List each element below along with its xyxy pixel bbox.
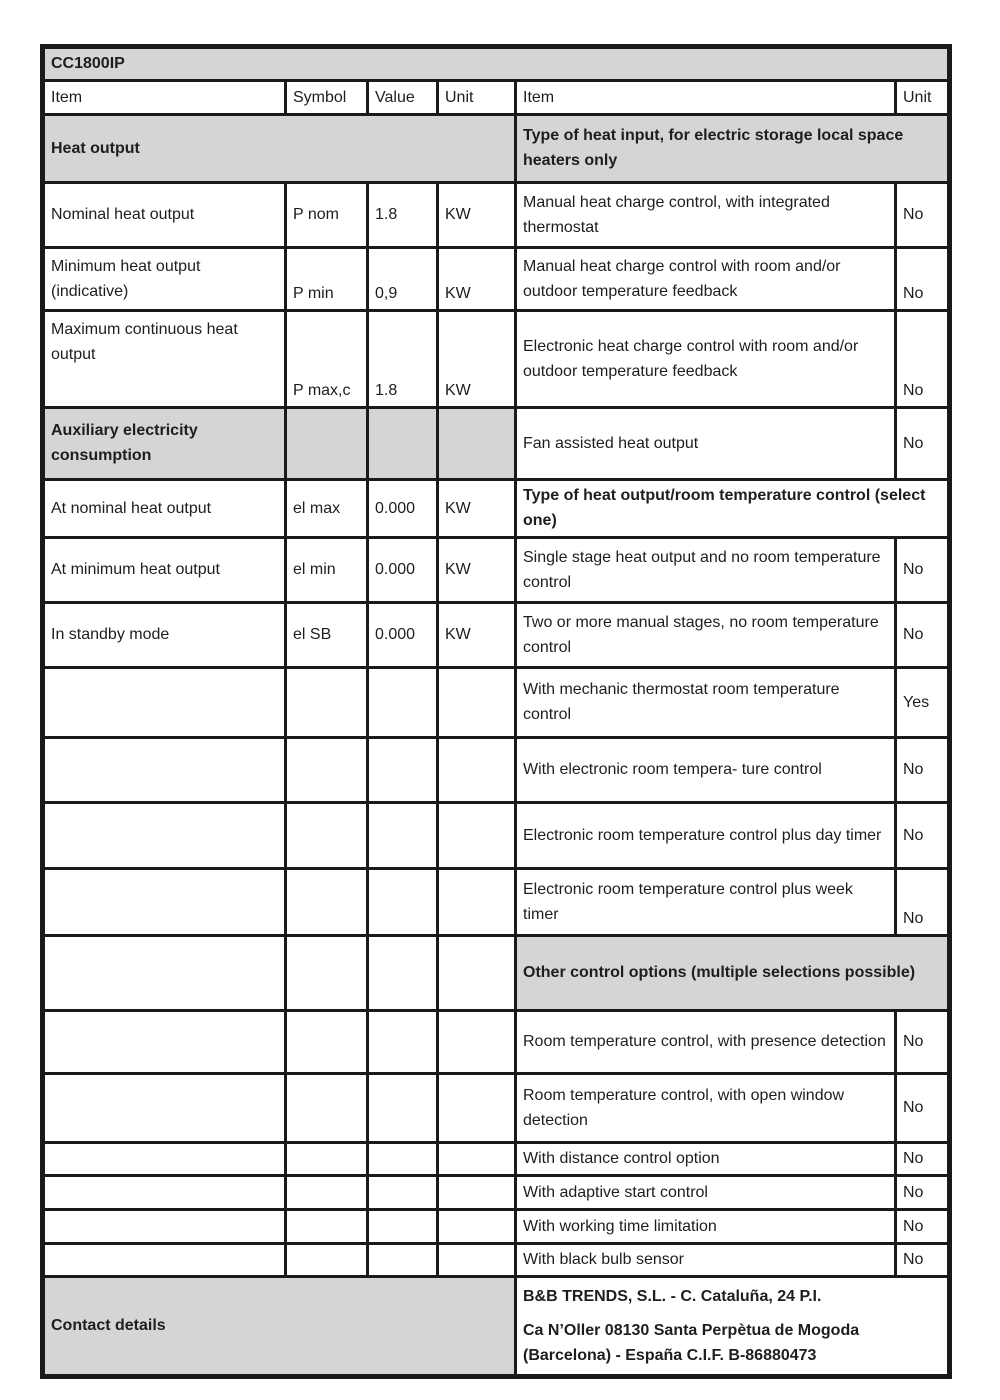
table-cell (286, 1244, 368, 1277)
table-cell (286, 738, 368, 803)
table-cell: KW (438, 311, 516, 408)
table-cell (368, 803, 438, 869)
table-cell: No (896, 538, 950, 603)
table-cell: KW (438, 603, 516, 668)
table-cell (286, 936, 368, 1011)
table-cell: Single stage heat output and no room temperature control (516, 538, 896, 603)
column-header-cell: Unit (896, 81, 950, 115)
table-cell: Electronic room temperature control plus day timer (516, 803, 896, 869)
section-cell (438, 408, 516, 480)
table-cell (43, 936, 286, 1011)
table-cell: 0.000 (368, 480, 438, 538)
table-cell: Maximum continuous heat output (43, 311, 286, 408)
table-cell (43, 1011, 286, 1074)
table-cell (286, 1176, 368, 1210)
table-cell: KW (438, 480, 516, 538)
table-row (43, 538, 950, 603)
table-cell (43, 1176, 286, 1210)
table-cell (438, 1011, 516, 1074)
table-cell (438, 1143, 516, 1176)
table-cell (43, 668, 286, 738)
table-cell (43, 1143, 286, 1176)
table-cell: Room temperature control, with presence detection (516, 1011, 896, 1074)
table-cell: At nominal heat output (43, 480, 286, 538)
table-cell (438, 1074, 516, 1143)
table-cell (438, 1176, 516, 1210)
section-cell: Type of heat input, for electric storage local space heaters only (516, 115, 950, 183)
table-row (43, 1143, 950, 1176)
table-cell: In standby mode (43, 603, 286, 668)
table-cell (43, 1244, 286, 1277)
table-row (43, 869, 950, 936)
table-cell: el SB (286, 603, 368, 668)
table-row (43, 311, 950, 408)
column-header-cell: Symbol (286, 81, 368, 115)
table-row (43, 115, 950, 183)
table-cell: With adaptive start control (516, 1176, 896, 1210)
table-row (43, 47, 950, 81)
table-cell (368, 1074, 438, 1143)
subheader-cell: Type of heat output/room temperature control (select one) (516, 480, 950, 538)
section-cell (368, 408, 438, 480)
table-cell: P nom (286, 183, 368, 248)
table-row (43, 480, 950, 538)
table-cell: P max,c (286, 311, 368, 408)
table-cell: KW (438, 183, 516, 248)
table-cell: With working time limitation (516, 1210, 896, 1244)
contact-info-cell (516, 1277, 950, 1377)
table-row (43, 408, 950, 480)
table-row (43, 81, 950, 115)
table-cell: No (896, 1176, 950, 1210)
table-cell (368, 668, 438, 738)
table-cell (438, 738, 516, 803)
table-cell (43, 1074, 286, 1143)
product-datasheet-table (40, 44, 952, 1379)
table-cell: No (896, 603, 950, 668)
table-cell: With black bulb sensor (516, 1244, 896, 1277)
table-cell: With distance control option (516, 1143, 896, 1176)
table-cell: Yes (896, 668, 950, 738)
table-cell: No (896, 311, 950, 408)
table-cell (438, 1210, 516, 1244)
table-cell: No (896, 869, 950, 936)
column-header-cell: Value (368, 81, 438, 115)
table-cell: el min (286, 538, 368, 603)
table-cell (43, 1210, 286, 1244)
table-row (43, 1244, 950, 1277)
column-header-cell: Item (43, 81, 286, 115)
table-cell: 0.000 (368, 603, 438, 668)
table-cell: With electronic room tempera- ture control (516, 738, 896, 803)
table-row (43, 1210, 950, 1244)
table-cell: 1.8 (368, 183, 438, 248)
column-header-cell: Item (516, 81, 896, 115)
table-cell (43, 869, 286, 936)
table-cell: KW (438, 248, 516, 311)
table-cell: At minimum heat output (43, 538, 286, 603)
table-row (43, 1011, 950, 1074)
table-row (43, 803, 950, 869)
table-cell: No (896, 408, 950, 480)
table-cell: No (896, 1074, 950, 1143)
table-cell: Electronic room temperature control plus week timer (516, 869, 896, 936)
table-row (43, 936, 950, 1011)
contact-line: B&B TRENDS, S.L. - C. Cataluña, 24 P.I. (523, 1287, 822, 1305)
table-cell (286, 803, 368, 869)
section-cell: Contact details (43, 1277, 516, 1377)
table-cell: KW (438, 538, 516, 603)
table-cell (368, 1011, 438, 1074)
table-cell (438, 936, 516, 1011)
table-row (43, 1176, 950, 1210)
table-cell: No (896, 248, 950, 311)
table-cell (368, 936, 438, 1011)
table-cell: No (896, 1143, 950, 1176)
table-cell: Fan assisted heat output (516, 408, 896, 480)
table-row (43, 1074, 950, 1143)
model-title-cell: CC1800IP (43, 47, 950, 81)
datasheet-page (40, 44, 952, 1379)
section-cell: Heat output (43, 115, 516, 183)
table-cell: Two or more manual stages, no room temperature control (516, 603, 896, 668)
section-cell: Auxiliary electricity consumption (43, 408, 286, 480)
table-cell (286, 1143, 368, 1176)
table-cell (43, 803, 286, 869)
table-cell (438, 869, 516, 936)
table-cell: 0.000 (368, 538, 438, 603)
table-cell: No (896, 803, 950, 869)
table-cell: No (896, 1011, 950, 1074)
table-cell (286, 869, 368, 936)
table-cell (368, 869, 438, 936)
table-row (43, 668, 950, 738)
contact-line: Ca N’Oller 08130 Santa Perpètua de Mogoda (Barcelona) - España C.I.F. B-86880473 (523, 1321, 860, 1364)
table-cell (286, 1074, 368, 1143)
table-cell (368, 738, 438, 803)
column-header-cell: Unit (438, 81, 516, 115)
table-cell: el max (286, 480, 368, 538)
table-cell (438, 1244, 516, 1277)
table-cell (286, 1210, 368, 1244)
table-cell: 1.8 (368, 311, 438, 408)
table-row (43, 603, 950, 668)
section-cell (286, 408, 368, 480)
table-cell: P min (286, 248, 368, 311)
table-cell (438, 668, 516, 738)
table-cell: No (896, 738, 950, 803)
table-cell: No (896, 1210, 950, 1244)
table-row (43, 1277, 950, 1377)
table-cell (368, 1210, 438, 1244)
table-cell: Electronic heat charge control with room and/or outdoor temperature feedback (516, 311, 896, 408)
table-cell (438, 803, 516, 869)
table-cell: With mechanic thermostat room temperature control (516, 668, 896, 738)
table-cell: Manual heat charge control with room and/or outdoor temperature feedback (516, 248, 896, 311)
table-row (43, 248, 950, 311)
table-cell (368, 1244, 438, 1277)
table-row (43, 738, 950, 803)
table-cell: Minimum heat output (indicative) (43, 248, 286, 311)
table-cell: Nominal heat output (43, 183, 286, 248)
table-cell (368, 1176, 438, 1210)
table-cell (286, 1011, 368, 1074)
table-cell: No (896, 1244, 950, 1277)
table-cell: 0,9 (368, 248, 438, 311)
table-cell (368, 1143, 438, 1176)
table-cell (286, 668, 368, 738)
table-row (43, 183, 950, 248)
section-cell: Other control options (multiple selections possible) (516, 936, 950, 1011)
table-cell: Manual heat charge control, with integrated thermostat (516, 183, 896, 248)
table-cell: No (896, 183, 950, 248)
table-cell (43, 738, 286, 803)
table-cell: Room temperature control, with open window detection (516, 1074, 896, 1143)
